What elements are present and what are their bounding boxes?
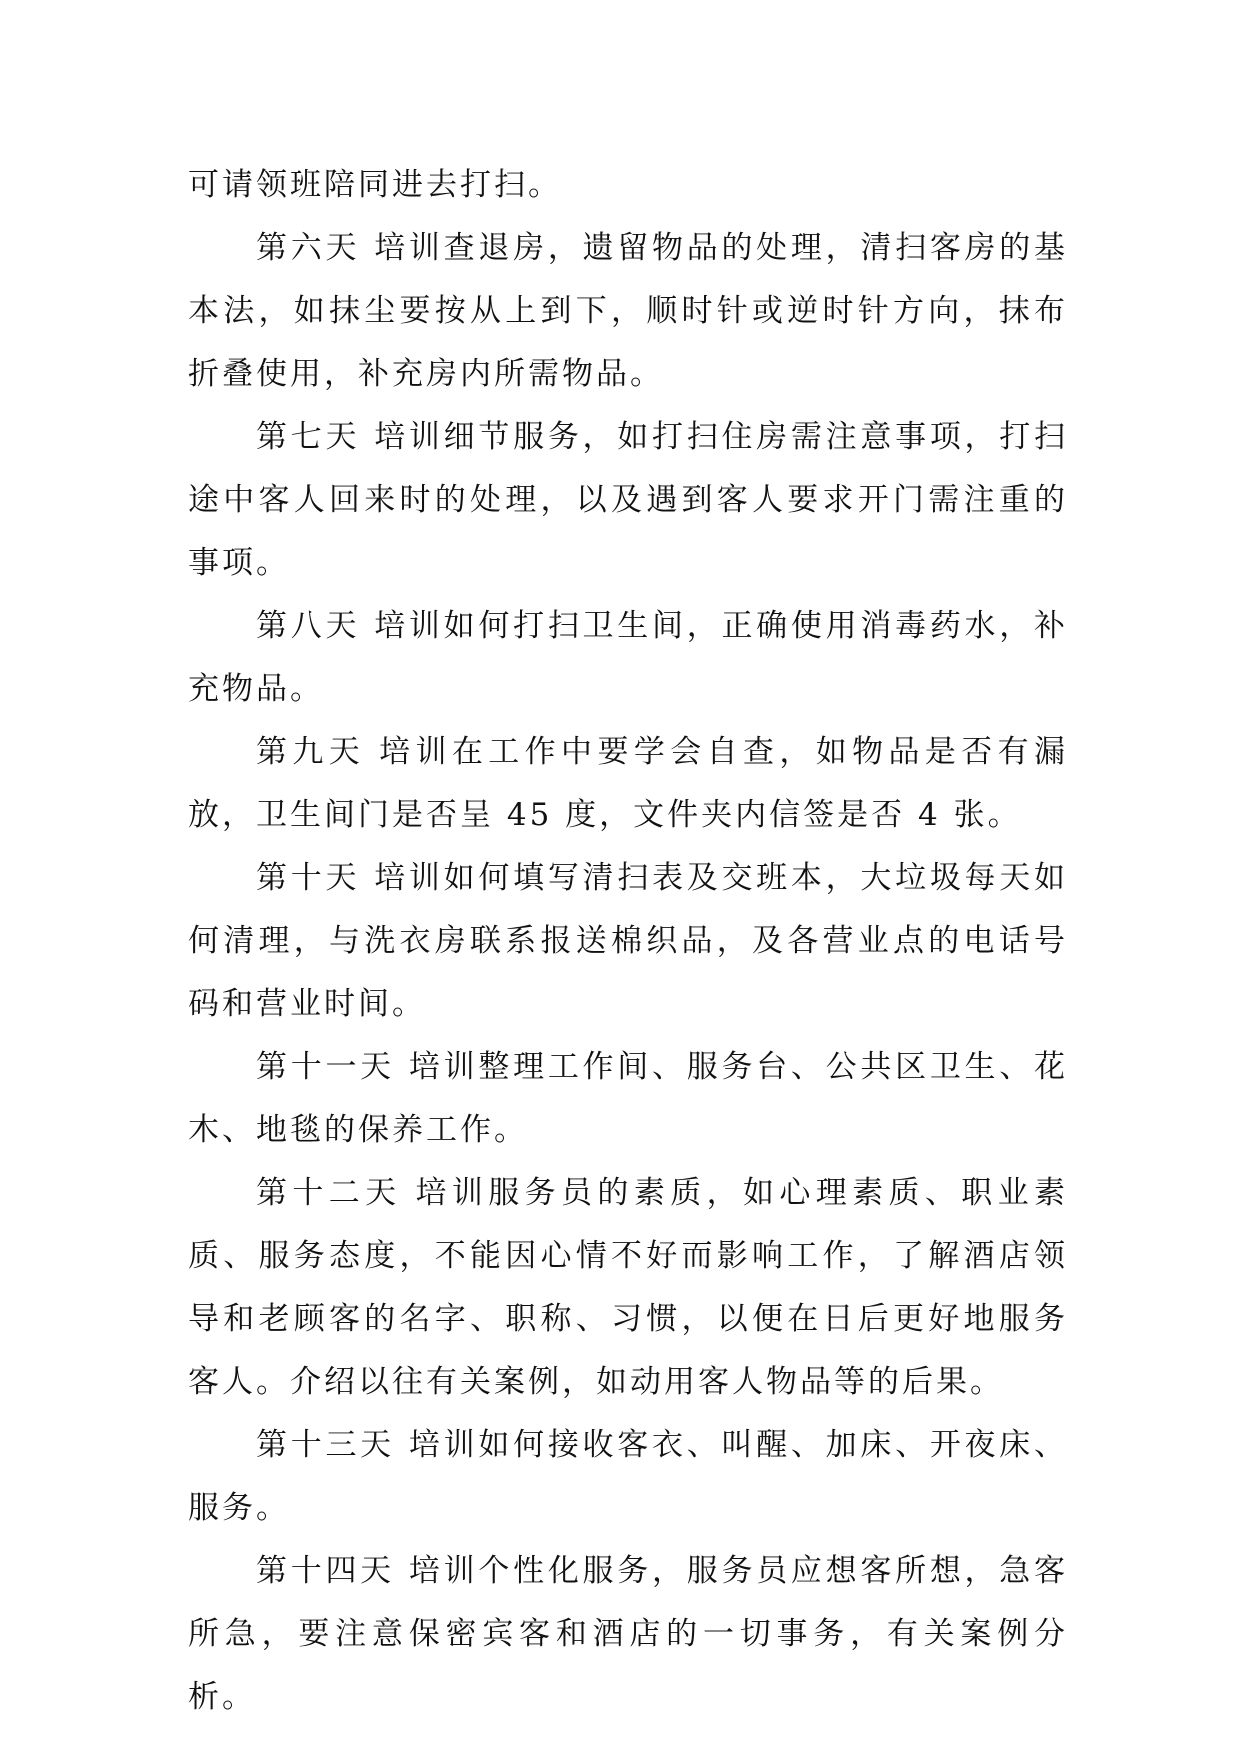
document-body — [188, 154, 1068, 1729]
paragraph-text: 培训在工作中要学会自查，如物品是否有漏放，卫生间门是否呈 45 度，文件夹内信签是否 4 张。 — [188, 734, 1069, 833]
day-label: 第十二天 — [256, 1175, 402, 1211]
paragraph-text: 培训查退房，遗留物品的处理，清扫客房的基本法，如抹尘要按从上到下，顺时针或逆时针方向，抹布折叠使用，补充房内所需物品。 — [188, 230, 1069, 392]
paragraph-day-6 — [188, 217, 1068, 406]
paragraph-day-7 — [188, 406, 1068, 595]
paragraph-day-10 — [188, 847, 1068, 1036]
day-label: 第八天 — [256, 608, 361, 644]
paragraph-day-14 — [188, 1540, 1068, 1729]
day-label: 第十四天 — [256, 1553, 395, 1589]
paragraph-continuation — [188, 154, 1068, 217]
paragraph-day-13 — [188, 1414, 1068, 1540]
paragraph-day-9 — [188, 721, 1068, 847]
paragraph-text: 可请领班陪同进去打扫。 — [188, 167, 562, 203]
paragraph-text: 培训个性化服务，服务员应想客所想，急客所急，要注意保密宾客和酒店的一切事务，有关案例分析。 — [188, 1553, 1069, 1715]
paragraph-text: 培训服务员的素质，如心理素质、职业素质、服务态度，不能因心情不好而影响工作，了解酒店领导和老顾客的名字、职称、习惯，以便在日后更好地服务客人。介绍以往有关案例，如动用客人物品等的后果。 — [188, 1175, 1069, 1400]
day-label: 第十天 — [256, 860, 361, 896]
paragraph-text: 培训如何接收客衣、叫醒、加床、开夜床、服务。 — [188, 1427, 1069, 1526]
paragraph-text: 培训细节服务，如打扫住房需注意事项，打扫途中客人回来时的处理，以及遇到客人要求开门需注重的事项。 — [188, 419, 1069, 581]
paragraph-text: 培训如何填写清扫表及交班本，大垃圾每天如何清理，与洗衣房联系报送棉织品，及各营业点的电话号码和营业时间。 — [188, 860, 1069, 1022]
day-label: 第九天 — [256, 734, 366, 770]
day-label: 第六天 — [256, 230, 361, 266]
paragraph-text: 培训整理工作间、服务台、公共区卫生、花木、地毯的保养工作。 — [188, 1049, 1069, 1148]
paragraph-day-11 — [188, 1036, 1068, 1162]
day-label: 第十一天 — [256, 1049, 395, 1085]
paragraph-day-8 — [188, 595, 1068, 721]
paragraph-day-12 — [188, 1162, 1068, 1414]
day-label: 第七天 — [256, 419, 361, 455]
paragraph-text: 培训如何打扫卫生间，正确使用消毒药水，补充物品。 — [188, 608, 1069, 707]
day-label: 第十三天 — [256, 1427, 395, 1463]
